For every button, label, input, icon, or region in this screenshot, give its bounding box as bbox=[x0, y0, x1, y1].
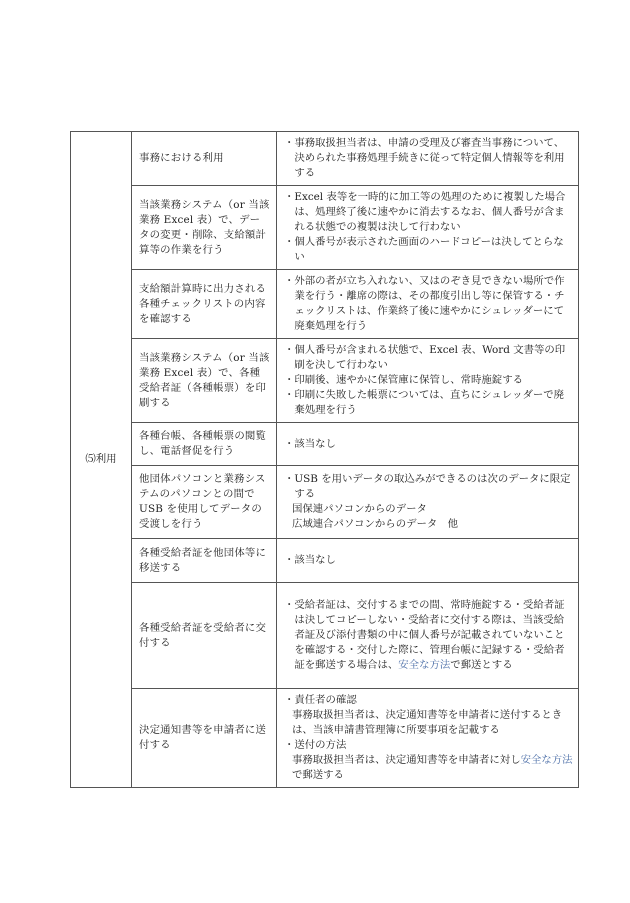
table-row bbox=[71, 689, 579, 788]
measure-cell bbox=[277, 270, 579, 339]
sub-item: 国保連パソコンからのデータ bbox=[292, 503, 427, 515]
table-row bbox=[71, 583, 579, 689]
action-cell: 各種台帳、各種帳票の閲覧し、電話督促を行う bbox=[132, 423, 277, 466]
bullet-item: ・ 印刷に失敗した帳票については、直ちにシュレッダーで廃棄処理を行う bbox=[284, 389, 565, 416]
table-row bbox=[71, 186, 579, 270]
table-row bbox=[71, 539, 579, 583]
category-cell: ⑸利用 bbox=[71, 132, 132, 788]
table-row bbox=[71, 132, 579, 186]
bullet-heading: ・ 送付の方法 bbox=[284, 739, 347, 751]
measure-cell bbox=[277, 186, 579, 270]
bullet-item: ・ USB を用いデータの取込みができるのは次のデータに限定する bbox=[284, 473, 571, 500]
bullet-item: ・ 該当なし bbox=[284, 554, 336, 566]
action-cell: 当該業務システム（or 当該業務 Excel 表）で、データの変更・削除、支給額計算等の作業を行う bbox=[132, 186, 277, 270]
measure-cell bbox=[277, 689, 579, 788]
table-row bbox=[71, 466, 579, 539]
action-cell: 各種受給者証を受給者に交付する bbox=[132, 583, 277, 689]
bullet-item: ・ 受給者証は、交付するまでの間、常時施錠する・受給者証は決してコピーしない・受給者に交付する際は、当該受給者証及び添付書類の中に個人番号が記載されていないことを確認する・交付した際に、管理台帳に記録する・受給者証を郵送する場合は、安全な方法で郵送とする bbox=[284, 599, 565, 671]
action-cell: 事務における利用 bbox=[132, 132, 277, 186]
table-row bbox=[71, 423, 579, 466]
action-cell: 各種受給者証を他団体等に移送する bbox=[132, 539, 277, 583]
measure-cell bbox=[277, 583, 579, 689]
action-cell: 当該業務システム（or 当該業務 Excel 表）で、各種受給者証（各種帳票）を印刷する bbox=[132, 339, 277, 423]
action-cell: 決定通知書等を申請者に送付する bbox=[132, 689, 277, 788]
bullet-heading: ・ 責任者の確認 bbox=[284, 694, 357, 706]
bullet-item: ・ 該当なし bbox=[284, 437, 336, 450]
table-row bbox=[71, 270, 579, 339]
usage-procedure-table bbox=[70, 131, 579, 788]
bullet-item: ・ 個人番号が表示された画面のハードコピーは決してとらない bbox=[284, 236, 564, 263]
highlight-text: 安全な方法 bbox=[398, 659, 451, 671]
bullet-item: ・ Excel 表等を一時的に加工等の処理のために複製した場合は、処理終了後に速やかに消去するなお、個人番号が含まれる状態での複製は決して行わない bbox=[284, 191, 566, 233]
measure-cell bbox=[277, 339, 579, 423]
sub-item: 広域連合パソコンからのデータ 他 bbox=[292, 518, 459, 530]
table-row bbox=[71, 339, 579, 423]
measure-cell bbox=[277, 132, 579, 186]
bullet-item: ・ 事務取扱担当者は、申請の受理及び審査当事務について、決められた事務処理手続きに従って特定個人情報等を利用する bbox=[284, 137, 565, 179]
bullet-item: ・ 個人番号が含まれる状態で、Excel 表、Word 文書等の印刷を決して行わない bbox=[284, 344, 566, 371]
bullet-item: ・ 印刷後、速やかに保管庫に保管し、常時施錠する bbox=[284, 374, 523, 386]
measure-cell bbox=[277, 539, 579, 583]
measure-cell bbox=[277, 466, 579, 539]
bullet-body: 事務取扱担当者は、決定通知書等を申請者に送付するときは、当該申請書管理簿に所要事項を記載する bbox=[292, 709, 563, 736]
action-cell: 他団体パソコンと業務システムのパソコンとの間で USB を使用してデータの受渡しを行う bbox=[132, 466, 277, 539]
action-cell: 支給額計算時に出力される各種チェックリストの内容を確認する bbox=[132, 270, 277, 339]
measure-cell bbox=[277, 423, 579, 466]
bullet-body: 事務取扱担当者は、決定通知書等を申請者に対し安全な方法で郵送する bbox=[292, 754, 573, 781]
highlight-text: 安全な方法 bbox=[520, 754, 573, 766]
bullet-item: ・ 外部の者が立ち入れない、又はのぞき見できない場所で作業を行う・離席の際は、その都度引出し等に保管する・チェックリストは、作業終了後に速やかにシュレッダーにて廃棄処理を行う bbox=[284, 275, 565, 332]
